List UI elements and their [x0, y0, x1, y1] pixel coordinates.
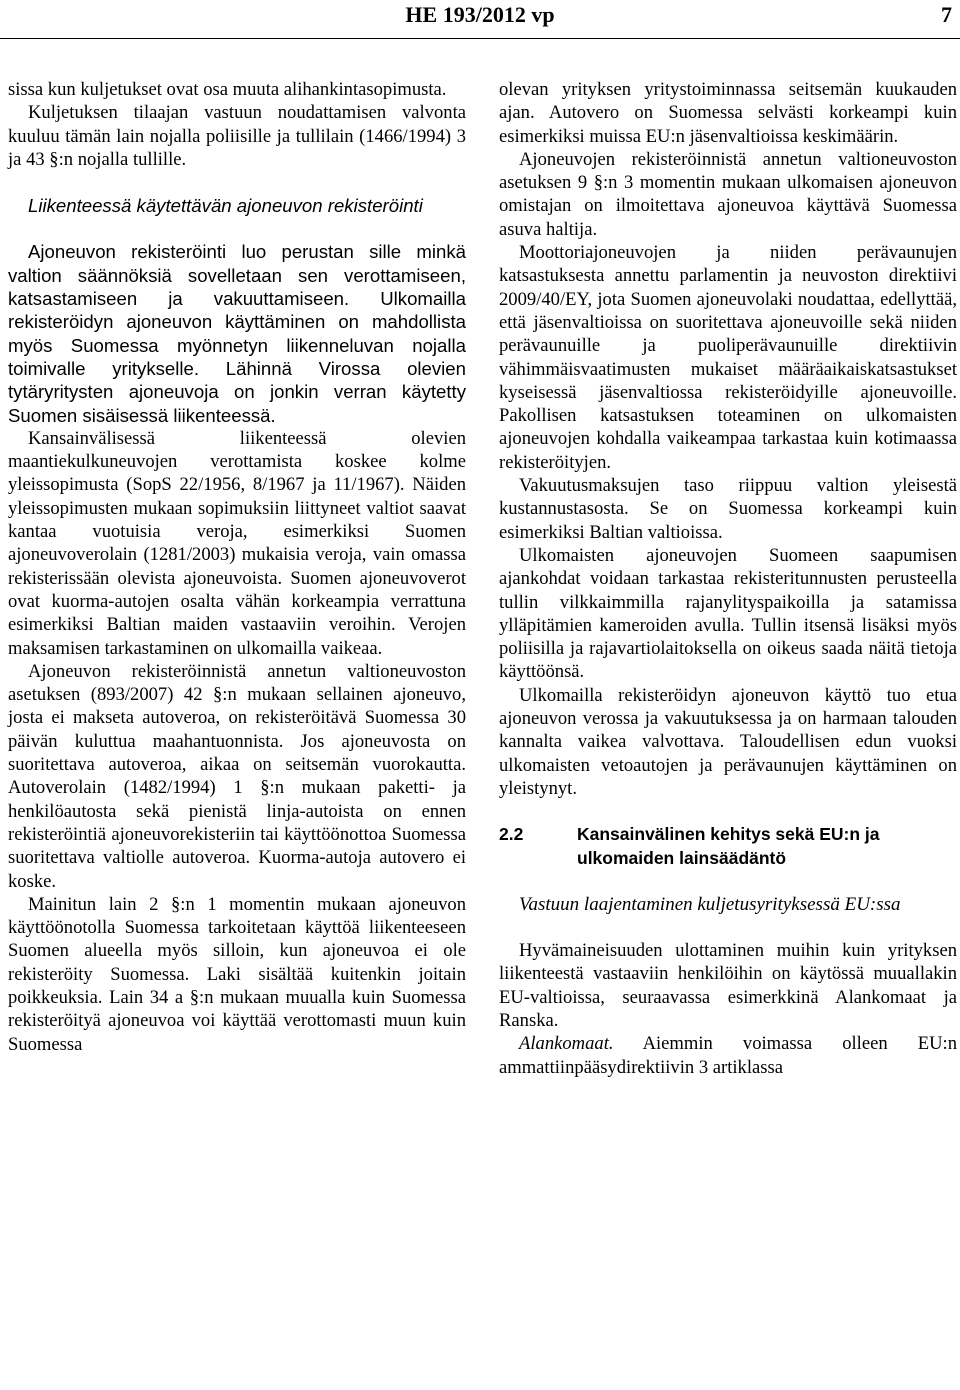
paragraph: Ajoneuvon rekisteröinnistä annetun valtioneuvoston asetuksen (893/2007) 42 §:n mukaan sellainen ajoneuvo, josta ei makseta autoveroa, on rekisteröitävä Suomessa 30 päivän kuluttua maahantuonnista. Jos ajoneuvosta on suoritettava autoveroa, aikaa on seitsemän vuorokautta. Autoverolain (1482/1994) 1 §:n mukaan paketti- ja henkilöautosta sekä pienistä linja-autoista on ennen rekisteröintiä ajoneuvorekisteriin tai käyttöönottoa Suomessa suoritettava valtiolle autoveroa. Kuorma-autoja autovero ei koske. [8, 660, 466, 892]
page-number: 7 [941, 2, 952, 27]
subsection-heading: Liikenteessä käytettävän ajoneuvon rekisteröinti [28, 195, 423, 217]
section-heading [499, 823, 957, 870]
subsection-heading: Vastuun laajentaminen kuljetusyrityksessä EU:ssa [519, 893, 901, 915]
page-header [0, 0, 960, 40]
paragraph: sissa kun kuljetukset ovat osa muuta alihankintasopimusta. [8, 79, 447, 100]
header-divider [0, 38, 960, 39]
paragraph-text: Aiemmin voimassa olleen EU:n ammattiinpääsydirektiivin 3 artiklassa [499, 1033, 957, 1078]
section-title: Kansainvälinen kehitys sekä EU:n ja ulkomaiden lainsäädäntö [577, 824, 880, 868]
paragraph: Ajoneuvon rekisteröinti luo perustan sille minkä valtion säännöksiä sovelletaan sen verottamiseen, katsastamiseen ja vakuuttamiseen. Ulkomailla rekisteröidyn ajoneuvon käyttäminen on mahdollista myös Suomessa myönnetyn liikenneluvan nojalla toimivalle yritykselle. Lähinnä Virossa olevien tytäryritysten ajoneuvoja on jonkin verran käytetty Suomen sisäisessä liikenteessä. [8, 241, 466, 426]
paragraph: olevan yrityksen yritystoiminnassa seitsemän kuukauden ajan. Autovero on Suomessa selvästi korkeampi kuin esimerkiksi muissa EU:n jäsenvaltioissa keskimäärin. [499, 79, 957, 147]
paragraph: Hyvämaineisuuden ulottaminen muihin kuin yrityksen liikenteestä vastaaviin henkilöihin on käytössä muuallakin EU-valtioissa, seuraavassa esimerkkinä Alankomaat ja Ranska. [499, 940, 957, 1031]
paragraph [499, 1032, 957, 1079]
paragraph: Ajoneuvojen rekisteröinnistä annetun valtioneuvoston asetuksen 9 §:n 3 momentin mukaan ulkomaisen ajoneuvon omistajan on ilmoitettava ajoneuvoa käyttävä Suomessa asuva haltija. [499, 148, 957, 240]
paragraph: Vakuutusmaksujen taso riippuu valtion yleisestä kustannustasosta. Se on Suomessa korkeampi kuin esimerkiksi Baltian valtioissa. [499, 475, 957, 543]
paragraph: Kuljetuksen tilaajan vastuun noudattamisen valvonta kuuluu tämän lain nojalla poliisille ja tullilain (1466/1994) 3 ja 43 §:n nojalla tullille. [8, 102, 466, 170]
country-label: Alankomaat. [519, 1033, 614, 1055]
paragraph: Kansainvälisessä liikenteessä olevien maantiekulkuneuvojen verottamista koskee kolme yleissopimusta (SopS 22/1956, 8/1967 ja 11/1967). Näiden yleissopimusten mukaan sopimuksiin liittyneet valtiot saavat kantaa vuotuisia veroja, esimerkiksi Suomen ajoneuvoverolain (1281/2003) mukaisia veroja, vain omassa rekisterissään olevista ajoneuvoista. Suomen ajoneuvoverot ovat kuorma-autojen osalta vähän korkeampia verrattuna esimerkiksi Baltian maiden vastaaviin veroihin. Verojen maksamisen tarkastaminen on ulkomailla vaikeaa. [8, 427, 466, 659]
paragraph: Moottoriajoneuvojen ja niiden perävaunujen katsastuksesta annettu parlamentin ja neuvoston direktiivi 2009/40/EY, jota Suomen ajoneuvolaki noudattaa, edellyttää, että jäsenvaltioissa on suoritettava ajoneuvoille sekä niiden perävaunuille ja puoliperävaunuille direktiivin vähimmäisvaatimusten mukaiset määräaikaiskatsastukset kyseisessä jäsenvaltiossa rekisteröidyille ajoneuvoille. Pakollisen katsastuksen toteaminen on ulkomaisten ajoneuvojen kohdalla vaikeampaa tarkastaa kuin kotimaassa rekisteröityjen. [499, 242, 957, 473]
right-column [499, 78, 957, 1079]
document-id: HE 193/2012 vp [405, 2, 555, 27]
left-column [8, 78, 466, 1056]
paragraph: Ulkomailla rekisteröidyn ajoneuvon käyttö tuo etua ajoneuvon verossa ja vakuutuksessa ja on harmaan talouden kannalta vaikea valvottava. Taloudellisen edun vuoksi ulkomaisten vetoautojen ja perävaunujen käyttäminen on yleistynyt. [499, 684, 957, 799]
paragraph: Mainitun lain 2 §:n 1 momentin mukaan ajoneuvon käyttöönotolla Suomessa tarkoitetaan käyttöä liikenteeseen Suomen alueella myös silloin, kun ajoneuvoa ei ole rekisteröity Suomessa. Laki sisältää kuitenkin joitain poikkeuksia. Lain 34 a §:n mukaan muualla kuin Suomessa rekisteröityä ajoneuvoa voi käyttää verottomasti muun kuin Suomessa [8, 893, 466, 1055]
paragraph: Ulkomaisten ajoneuvojen Suomeen saapumisen ajankohdat voidaan tarkastaa rekisteritunnusten perusteella tullin vilkkaimmilla rajanylityspaikoilla ja satamissa ylläpitämien kameroiden avulla. Tullin itsensä lisäksi myös poliisilla ja rajavartiolaitoksella on oikeus saada näitä tietoja käyttöönsä. [499, 544, 957, 683]
section-number: 2.2 [499, 824, 524, 845]
